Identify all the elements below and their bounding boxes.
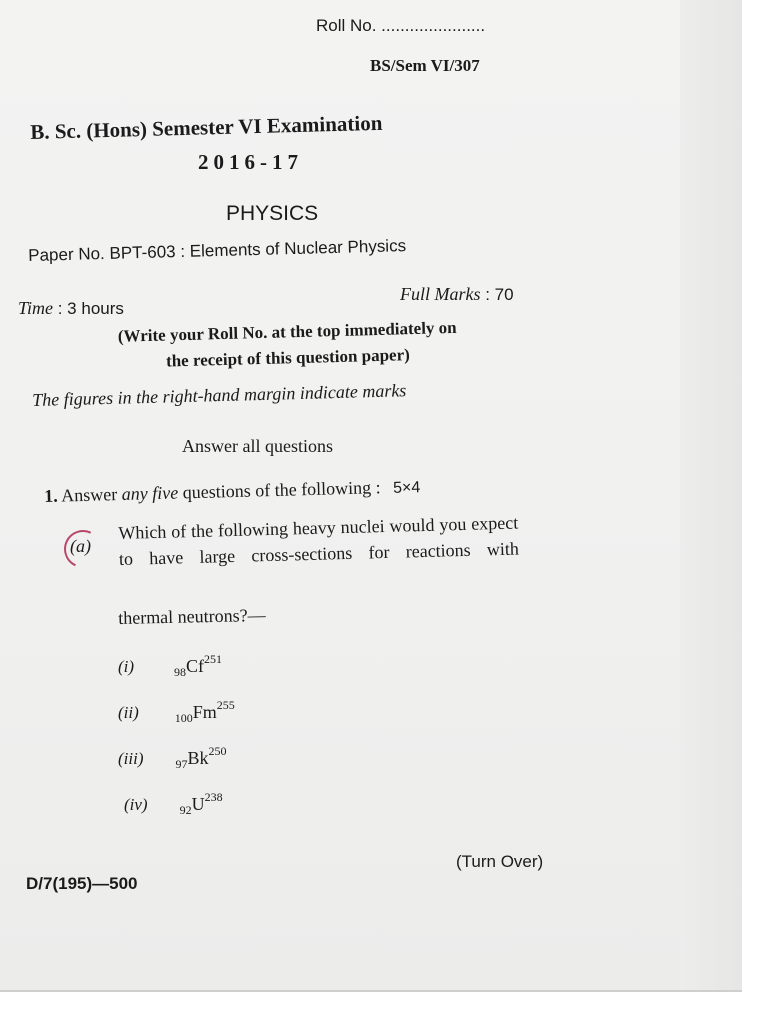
exam-title: B. Sc. (Hons) Semester VI Examination <box>30 110 383 144</box>
option-label: (i) <box>118 657 135 676</box>
atomic-number: 92 <box>179 803 192 817</box>
element-symbol: Fm <box>192 702 217 722</box>
roll-instruction <box>32 313 543 378</box>
subject-title: PHYSICS <box>226 202 319 225</box>
time-value: : 3 hours <box>53 299 124 318</box>
turn-over-note: (Turn Over) <box>456 852 544 871</box>
time-label: Time <box>18 298 54 318</box>
paper-number: Paper No. BPT-603 : Elements of Nuclear Physics <box>28 236 407 265</box>
question-1-heading <box>44 476 421 507</box>
option-iv <box>124 790 223 818</box>
time-allowed <box>18 298 124 319</box>
atomic-number: 100 <box>174 711 193 725</box>
exam-year: 2016-17 <box>198 150 303 174</box>
marks-label: Full Marks <box>400 284 481 304</box>
option-label: (iii) <box>118 749 144 768</box>
element-symbol: Bk <box>187 748 209 768</box>
question-marks: 5×4 <box>392 479 421 497</box>
element-symbol: Cf <box>186 656 205 676</box>
nuclide <box>174 698 235 725</box>
option-iii <box>118 744 227 772</box>
option-label: (ii) <box>118 703 139 722</box>
question-number: 1. <box>44 485 59 506</box>
nuclide <box>179 790 223 817</box>
full-marks <box>400 284 514 305</box>
mass-number: 255 <box>216 698 235 712</box>
mass-number: 251 <box>204 652 223 666</box>
instruction-line-1: (Write your Roll No. at the top immediately on <box>117 317 457 346</box>
question-suffix: questions of the following : <box>177 477 381 503</box>
option-i <box>118 652 222 680</box>
paper-code: BS/Sem VI/307 <box>370 56 480 75</box>
part-a-label: (a) <box>70 536 91 556</box>
paper-shadow <box>680 0 742 990</box>
option-label: (iv) <box>124 795 148 814</box>
mass-number: 250 <box>208 744 227 758</box>
mass-number: 238 <box>204 790 223 804</box>
option-ii <box>118 698 235 726</box>
part-a-text: Which of the following heavy nuclei would you expect to have large cross-sections for reactions with <box>118 512 520 569</box>
nuclide <box>174 652 223 679</box>
marks-note: The figures in the right-hand margin indicate marks <box>32 380 407 410</box>
atomic-number: 98 <box>174 665 187 679</box>
element-symbol: U <box>191 794 205 814</box>
question-prefix: Answer <box>61 483 123 506</box>
instruction-line-2: the receipt of this question paper) <box>165 345 411 371</box>
nuclide <box>175 744 227 771</box>
roll-number-field: Roll No. ...................... <box>316 16 486 35</box>
print-code: D/7(195)—500 <box>26 874 138 893</box>
marks-value: : 70 <box>480 285 514 304</box>
atomic-number: 97 <box>175 757 188 771</box>
part-a-last-line: thermal neutrons?— <box>118 604 266 628</box>
answer-all-note: Answer all questions <box>182 436 333 456</box>
question-emphasis: any five <box>121 482 179 504</box>
